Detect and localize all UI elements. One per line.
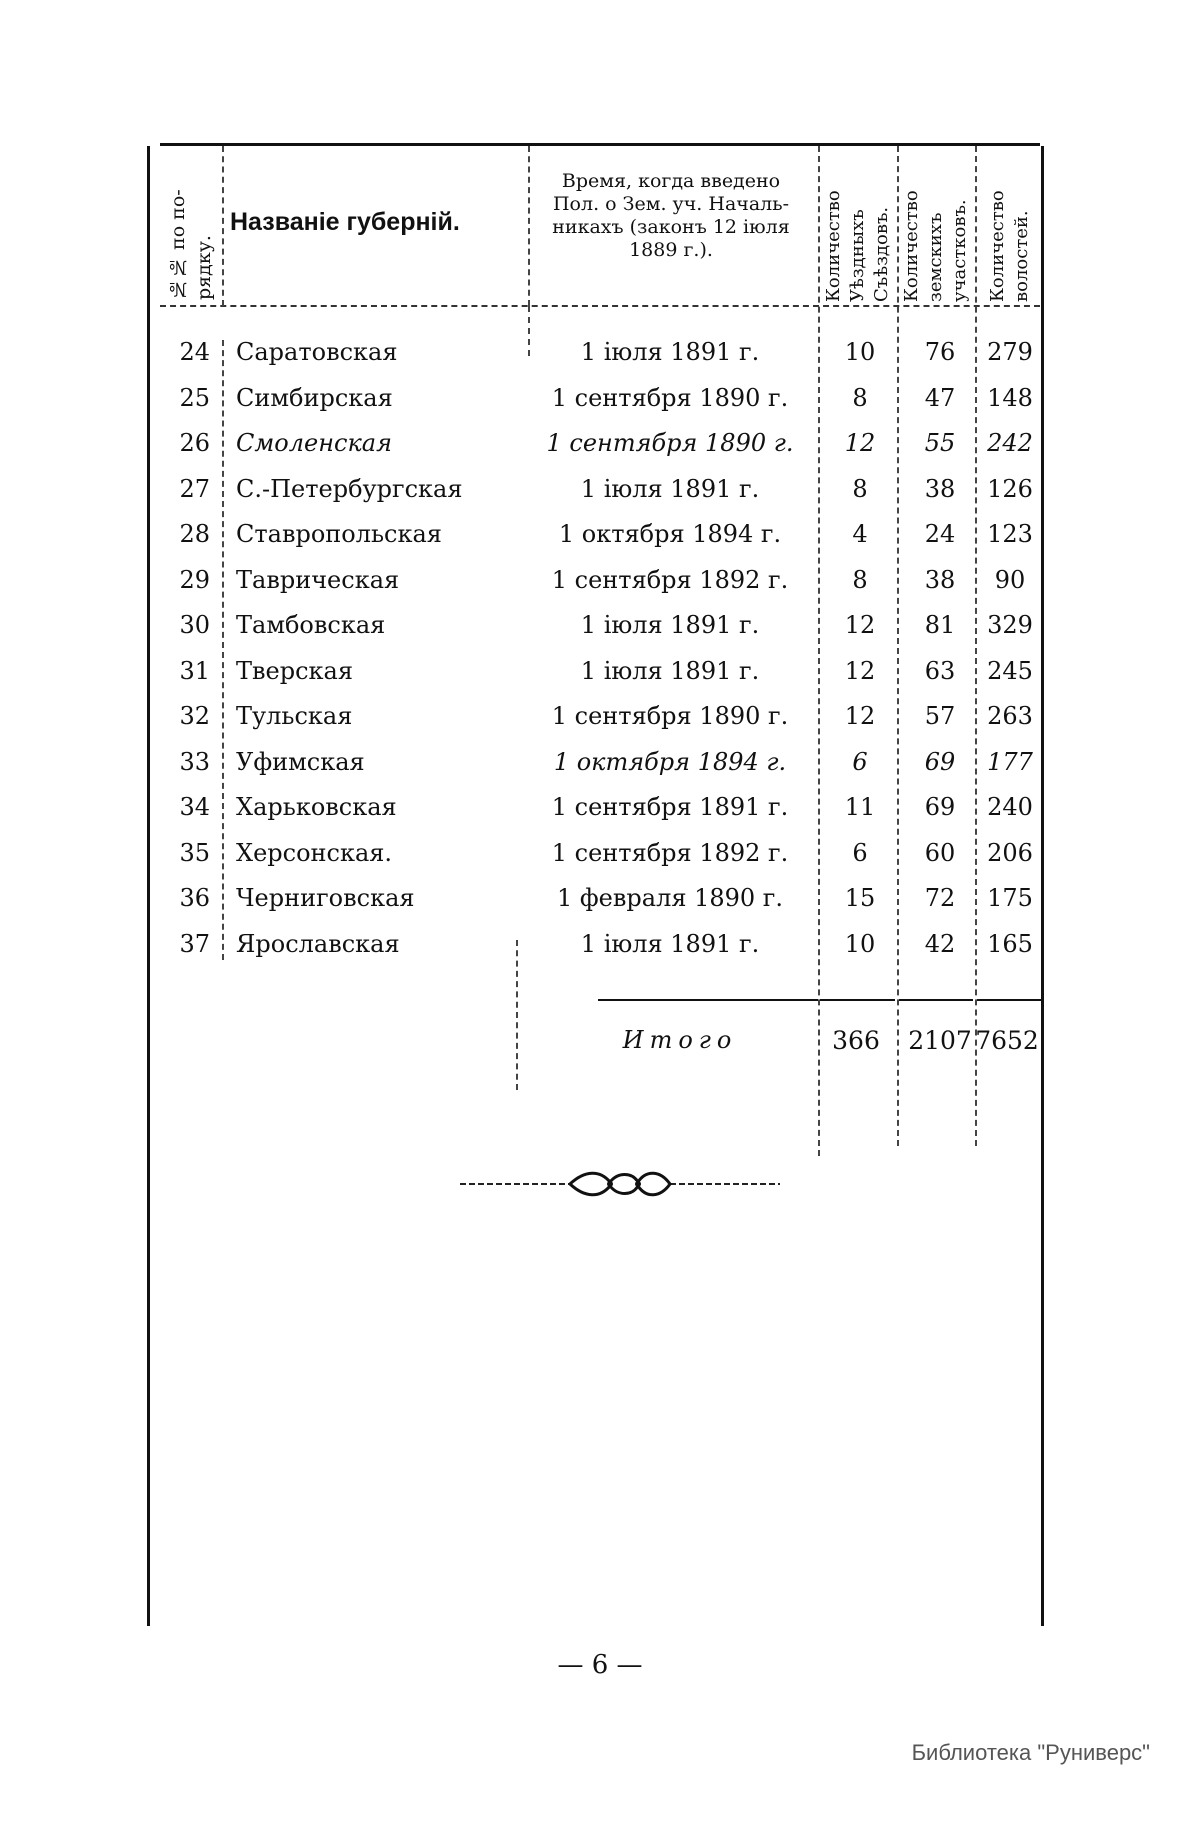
zemstvo-count: 81 [924, 611, 956, 639]
header-name-col: Названіе губерній. [230, 208, 460, 236]
volost-count: 177 [987, 747, 1033, 776]
table-row [0, 338, 1200, 383]
uezd-count: 4 [852, 520, 868, 548]
volost-count: 126 [987, 474, 1033, 503]
total-rule-date [598, 999, 818, 1001]
uezd-count: 10 [844, 338, 876, 366]
uezd-count: 15 [844, 884, 876, 912]
total-rule-uezd [820, 999, 895, 1001]
volost-count: 206 [987, 838, 1033, 867]
row-number: 27 [179, 474, 210, 503]
province-name: Тверская [236, 656, 353, 685]
volost-count: 175 [987, 884, 1033, 912]
province-name: Тамбовская [236, 611, 386, 639]
zemstvo-count: 72 [924, 884, 956, 912]
province-name: С.-Петербургская [236, 474, 463, 503]
zemstvo-count: 38 [924, 474, 956, 503]
row-number: 25 [179, 383, 210, 412]
row-number: 32 [179, 702, 210, 730]
zemstvo-count: 63 [924, 656, 956, 685]
header-number-col: №№ по по- рядку. [167, 189, 215, 300]
uezd-count: 12 [844, 702, 876, 730]
volost-count: 279 [987, 338, 1033, 366]
row-number: 33 [179, 747, 210, 776]
total-rule-zem [899, 999, 973, 1001]
zemstvo-count: 38 [924, 565, 956, 594]
row-number: 34 [179, 793, 210, 821]
table-row [0, 793, 1200, 838]
introduction-date: 1 сентября 1890 г. [551, 702, 789, 730]
row-number: 29 [179, 565, 210, 594]
zemstvo-count: 69 [924, 793, 956, 821]
zemstvo-count: 55 [924, 429, 956, 457]
province-name: Симбирская [236, 383, 393, 412]
table-row [0, 566, 1200, 611]
volost-count: 240 [987, 793, 1033, 821]
ornament-divider [460, 1168, 780, 1208]
introduction-date: 1 сентября 1892 г. [551, 838, 789, 867]
volost-count: 90 [994, 565, 1026, 594]
introduction-date: 1 іюля 1891 г. [580, 929, 760, 958]
row-number: 28 [179, 520, 210, 548]
uezd-count: 10 [844, 929, 876, 958]
header-uezd-col: Количество Уѣздныхъ Съѣздовъ. [823, 190, 892, 302]
volost-count: 148 [987, 383, 1033, 412]
row-number: 35 [179, 838, 210, 867]
volost-count: 242 [987, 429, 1033, 457]
introduction-date: 1 іюля 1891 г. [580, 474, 760, 503]
total-uezd: 366 [832, 1026, 880, 1055]
header-bottom-rule [160, 305, 1040, 308]
table-row [0, 520, 1200, 565]
col-sep-num-head [222, 146, 224, 306]
uezd-count: 11 [844, 793, 876, 821]
volost-count: 245 [987, 656, 1033, 685]
volost-count: 329 [987, 611, 1033, 639]
table-row [0, 384, 1200, 429]
table-top-rule [160, 143, 1040, 146]
introduction-date: 1 іюля 1891 г. [580, 611, 760, 639]
province-name: Таврическая [236, 565, 400, 594]
total-zemstvo: 2107 [908, 1026, 972, 1055]
uezd-count: 12 [844, 429, 876, 457]
zemstvo-count: 24 [924, 520, 956, 548]
zemstvo-count: 47 [924, 383, 956, 412]
uezd-count: 8 [852, 474, 868, 503]
row-number: 26 [179, 429, 210, 457]
table-row [0, 611, 1200, 656]
zemstvo-count: 76 [924, 338, 956, 366]
zemstvo-count: 57 [924, 702, 956, 730]
table-row [0, 930, 1200, 975]
table-row [0, 839, 1200, 884]
row-number: 30 [179, 611, 210, 639]
zemstvo-count: 42 [924, 929, 956, 958]
total-volost: 7652 [975, 1026, 1039, 1055]
introduction-date: 1 октября 1894 г. [558, 520, 782, 548]
province-name: Харьковская [236, 793, 397, 821]
volost-count: 123 [987, 520, 1033, 548]
table-row [0, 748, 1200, 793]
table-row [0, 702, 1200, 747]
province-name: Смоленская [236, 429, 392, 457]
uezd-count: 12 [844, 656, 876, 685]
province-name: Тульская [236, 702, 353, 730]
province-name: Херсонская. [236, 838, 393, 867]
uezd-count: 8 [852, 565, 868, 594]
row-number: 31 [179, 656, 210, 685]
table-row [0, 657, 1200, 702]
library-watermark: Библиотека "Руниверс" [911, 1740, 1150, 1765]
introduction-date: 1 сентября 1890 г. [551, 383, 789, 412]
total-label: Итого [622, 1026, 738, 1054]
header-zemstvo-col: Количество земскихъ участковъ. [901, 190, 970, 302]
header-time-col: Время, когда введено Пол. о Зем. уч. Началь- никахъ (законъ 12 іюля 1889 г.). [552, 170, 790, 261]
header-volost-col: Количество волостей. [987, 190, 1032, 302]
introduction-date: 1 іюля 1891 г. [580, 656, 760, 685]
row-number: 36 [179, 884, 210, 912]
table-row [0, 429, 1200, 474]
row-number: 24 [179, 338, 210, 366]
province-name: Черниговская [236, 884, 415, 912]
province-name: Ярославская [236, 929, 400, 958]
page-number: — 6 — [557, 1650, 643, 1680]
uezd-count: 6 [852, 747, 868, 776]
table-row [0, 884, 1200, 929]
col-sep-name-head [528, 146, 530, 306]
introduction-date: 1 сентября 1891 г. [551, 793, 789, 821]
uezd-count: 6 [852, 838, 868, 867]
uezd-count: 12 [844, 611, 876, 639]
province-name: Ставропольская [236, 520, 442, 548]
total-rule-vol [977, 999, 1041, 1001]
introduction-date: 1 іюля 1891 г. [580, 338, 760, 366]
introduction-date: 1 сентября 1892 г. [551, 565, 789, 594]
volost-count: 165 [987, 929, 1033, 958]
province-name: Уфимская [236, 747, 365, 776]
uezd-count: 8 [852, 383, 868, 412]
zemstvo-count: 60 [924, 838, 956, 867]
introduction-date: 1 февраля 1890 г. [557, 884, 783, 912]
province-name: Саратовская [236, 338, 398, 366]
volost-count: 263 [987, 702, 1033, 730]
introduction-date: 1 сентября 1890 г. [546, 429, 794, 457]
row-number: 37 [179, 929, 210, 958]
zemstvo-count: 69 [924, 747, 956, 776]
introduction-date: 1 октября 1894 г. [553, 747, 787, 776]
table-row [0, 475, 1200, 520]
